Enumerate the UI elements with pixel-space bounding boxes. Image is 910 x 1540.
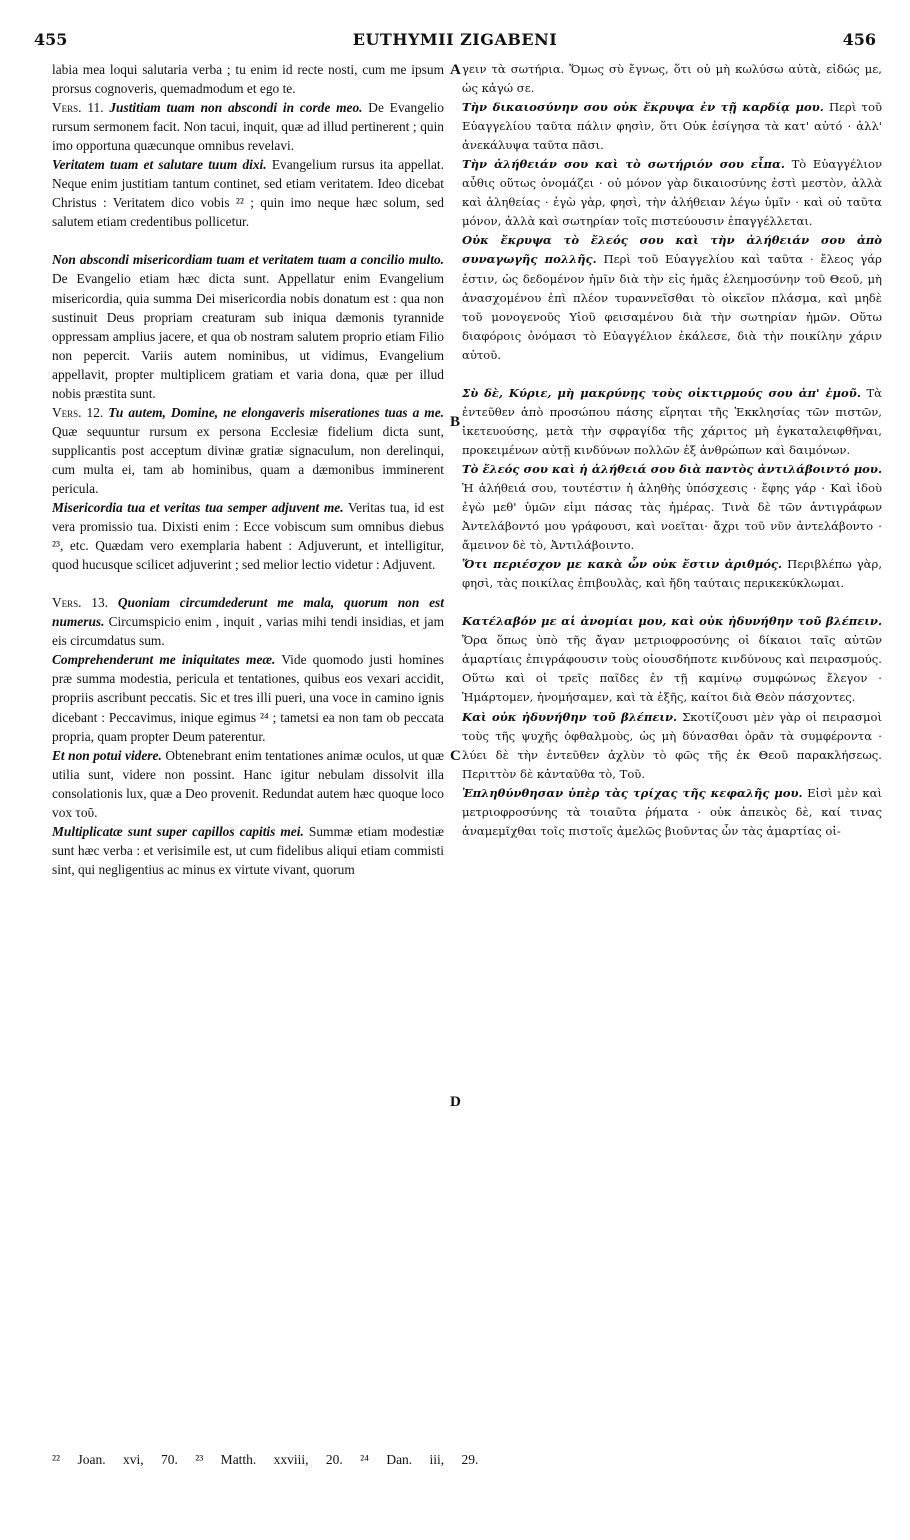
right-para-8: Καὶ οὐκ ἠδυνήθην τοῦ βλέπειν. Σκοτίζουσι μὲν γὰρ οἱ πειρασμοὶ τοὺς τῆς ψυχῆς ὀφθαλμοὺς, ὡς μὴ δύνασθαι ὁρᾶν τὰ συμφέροντα · λύει δὲ τὴν ἐντεῦθεν ἀχλὺν τὸ φῶς τῆς ἐκ Θεοῦ παρακλήσεως. Περιττὸν δὲ κἀνταῦθα τὸ, Τοῦ. <box>462 709 882 781</box>
right-para-5: Τὸ ἔλεός σου καὶ ἡ ἀλήθειά σου διὰ παντὸς ἀντιλάβοιντό μου. Ἡ ἀλήθειά σου, τουτέστιν ἡ ἀληθὴς ὑπόσχεσις · ἔφης γάρ · Καὶ ἰδοὺ ἐγὼ μεθ' ὑμῶν εἰμι πάσας τὰς ἡμέρας. Τινὰ δὲ τῶν ἀντιγράφων Ἀντελάβοντό μου γράφουσι, καὶ νοεῖται· ἄχρι τοῦ νῦν ἀντελάβοντο · ἄμεινον δὲ τὸ, Ἀντιλάβοιντο. <box>462 461 882 553</box>
right-para-4: Σὺ δὲ, Κύριε, μὴ μακρύνῃς τοὺς οἰκτιρμούς σου ἀπ' ἐμοῦ. Τὰ ἐντεῦθεν ἀπὸ προσώπου πάσης εἴρηται τῆς Ἐκκλησίας τῶν πιστῶν, ἱκετευούσης, μετὰ τὴν σφραγίδα τῆς χάριτος μὴ ἐγκαταλειφθῆναι, προκειμένων αὐτῇ κινδύνων πολλῶν ἐξ ἀνθρώπων καὶ δαιμόνων. <box>462 385 882 457</box>
page-number-right: 456 <box>842 30 876 49</box>
margin-marker-a: A <box>450 62 461 78</box>
running-title: EUTHYMII ZIGABENI <box>352 30 558 49</box>
left-para-6: Vers. 13. Quoniam circumdederunt me mala, quorum non est numerus. Circumspicio enim , inquit , varias mihi tendi insidias, et jam eis circumdatus sum. <box>52 595 444 649</box>
left-para-7: Comprehenderunt me iniquitates meæ. Vide quomodo justi homines præ summa modestia, pericula et tentationes, quibus eos vexari accidit, propriis ascribunt peccatis. Sic et tres illi pueri, una voce in camino ignis dicebant : Peccavimus, inique egimus ²⁴ ; tametsi ea non tam ob peccata propria, quam propter Deum paterentur. <box>52 652 444 744</box>
right-para-9: Ἐπληθύνθησαν ὑπὲρ τὰς τρίχας τῆς κεφαλῆς μου. Εἰσὶ μὲν καὶ μετριοφροσύνης τὰ τοιαῦτα ῥήματα · οὐκ ἀπεικὸς δὲ, καί τινας ἀναμεμῖχθαι τοῖς πιστοῖς ἀμελῶς βιοῦντας ὧν τὰς ἁμαρτίας οἰ- <box>462 785 883 838</box>
margin-marker-c: C <box>450 748 461 764</box>
margin-marker-d: D <box>450 1094 461 1110</box>
left-para-2: Veritatem tuam et salutare tuum dixi. Evangelium rursus ita appellat. Neque enim justitiam tantum continet, sed etiam veritatem. Ideo dicebat Christus : Veritatem dico vobis ²² ; quin imo neque hæc solum, sed salutem etiam credentibus pollicetur. <box>52 157 444 230</box>
margin-marker-b: B <box>450 414 461 430</box>
right-para-2: Τὴν ἀλήθειάν σου καὶ τὸ σωτήριόν σου εἶπα. Τὸ Εὐαγγέλιον αὖθις οὕτως ὀνομάζει · οὐ μόνον γὰρ δικαιοσύνης ἐστὶ μεστὸν, ἀλλὰ καὶ ἀληθείας · ἐγὼ γὰρ, φησὶ, τὴν ἀλήθειαν λέγω ὑμῖν · καὶ οὐ ταῦτα μόνον, ἀλλὰ καὶ σωτηρίαν τοῖς πιστεύουσιν ἐπαγγέλλεται. <box>462 157 882 229</box>
left-para-3: Non abscondi misericordiam tuam et veritatem tuam a concilio multo. De Evangelio etiam hæc dicta sunt. Appellatur enim Evangelium misericordia, quia summa Dei misericordia nobis donatum est : qua non sustinuit Deus propriam creaturam sub iniqua dæmonis tyrannide oppressam amplius jacere, et qua ob nostram salutem proprio etiam Filio non pepercit. Variis autem nominibus, ut vidimus, Evangelium appellavit, propter multiplicem gratiam et varia dona, quæ per illud nobis præstita sunt. <box>52 252 444 401</box>
left-para-9: Multiplicatæ sunt super capillos capitis mei. Summæ etiam modestiæ sunt hæc verba : et verisimile est, ut cum fidelibus aliqui etiam commisti sint, qui negligentius ac minus ex virtute vivant, quorum <box>52 823 444 877</box>
left-para-5: Misericordia tua et veritas tua semper adjuvent me. Veritas tua, id est vera promissio tua. Dixisti enim : Ecce vobiscum sum omnibus diebus ²³, etc. Quædam vero exemplaria habent : Adjuverunt, et intelligitur, quod hucusque scilicet adjuverint ; sed melior lectio videtur : Adjuvent. <box>52 500 445 573</box>
page-number-left: 455 <box>34 30 68 49</box>
right-para-6: Ὅτι περιέσχον με κακὰ ὧν οὐκ ἔστιν ἀριθμός. Περιβλέπω γὰρ, φησὶ, τὰς ποικίλας ἐπιβουλὰς, καὶ ἤδη ταύταις περικεκύκλωμαι. <box>462 557 883 591</box>
greek-column <box>462 60 882 841</box>
latin-column <box>52 60 444 879</box>
left-para-0: labia mea loqui salutaria verba ; tu enim id recte nosti, cum me ipsum prorsus cognoveris, quemadmodum et ego te. <box>52 62 444 97</box>
page-header <box>30 30 880 52</box>
footnotes: ²² Joan. xvi, 70. ²³ Matth. xxviii, 20. ²⁴ Dan. iii, 29. <box>52 1452 479 1467</box>
left-para-1: Vers. 11. Justitiam tuam non abscondi in corde meo. De Evangelio rursum sermonem facit. Non tacui, inquit, quæ ad illud pertinerent ; quin imo opportuna quæcunque omnibus revelavi. <box>52 100 444 154</box>
left-para-4: Vers. 12. Tu autem, Domine, ne elongaveris miserationes tuas a me. Quæ sequuntur rursum ex persona Ecclesiæ fidelium dicta sunt, supplicantis post acceptum divinæ gratiæ signaculum, non derelinqui, cum multa ei, tam ab hominibus, quam a dæmonibus imminerent pericula. <box>52 404 444 496</box>
right-para-0: γειν τὰ σωτήρια. Ὅμως σὺ ἔγνως, ὅτι οὐ μὴ κωλύσω αὐτὰ, εἰδώς με, ὡς κἀγώ σε. <box>462 62 882 96</box>
right-para-7: Κατέλαβόν με αἱ ἀνομίαι μου, καὶ οὐκ ἠδυνήθην τοῦ βλέπειν. Ὅρα ὅπως ὑπὸ τῆς ἄγαν μετριοφροσύνης οἱ δίκαιοι ταῖς αὐτῶν ἁμαρτίαις ἐπιγράφουσιν τοὺς οἱουσδήποτε κινδύνους καὶ πειρασμούς. Οὕτω καὶ οἱ τρεῖς παῖδες ἐν τῇ καμίνῳ συμφώνως ἔλεγον · Ἡμάρτομεν, ἠνομήσαμεν, καὶ τὰ ἑξῆς, καίτοι διὰ Θεὸν πάσχοντες. <box>462 614 882 705</box>
left-para-8: Et non potui videre. Obtenebrant enim tentationes animæ oculos, ut quæ utilia sunt, videre non possint. Hanc igitur nebulam dissolvit illa consolationis lux, quæ a Deo provenit. Redundat autem hæc quoque loco vox τοῦ. <box>52 747 444 820</box>
right-para-3: Οὐκ ἔκρυψα τὸ ἔλεός σου καὶ τὴν ἀλήθειάν σου ἀπὸ συναγωγῆς πολλῆς. Περὶ τοῦ Εὐαγγελίου καὶ ταῦτα · ἔλεος γάρ ἐστιν, ὡς δεδομένον ἡμῖν διὰ τὴν εἰς ἡμᾶς ἐλεημοσύνην τοῦ Θεοῦ, μὴ ἀνασχομένου ἐπὶ πλέον τυραννεῖσθαι τὸ οἰκεῖον πλάσμα, καὶ μηδὲ τοῦ μονογενοῦς Υἱοῦ φεισαμένου διὰ τὴν σωτηρίαν ἡμῶν. Οὕτω διαφόροις ὀνόμασι τὸ Εὐαγγέλιον ἐκάλεσε, διὰ τὴν ποικίλην χάριν αὐτοῦ. <box>462 233 882 362</box>
right-para-1: Τὴν δικαιοσύνην σου οὐκ ἔκρυψα ἐν τῇ καρδίᾳ μου. Περὶ τοῦ Εὐαγγελίου ταῦτα πάλιν φησὶν, ὅτι Οὐκ ἐσίγησα τὰ κατ' αὐτό · ἀλλ' ἀνεκάλυψα ταῦτα πᾶσι. <box>462 100 882 153</box>
